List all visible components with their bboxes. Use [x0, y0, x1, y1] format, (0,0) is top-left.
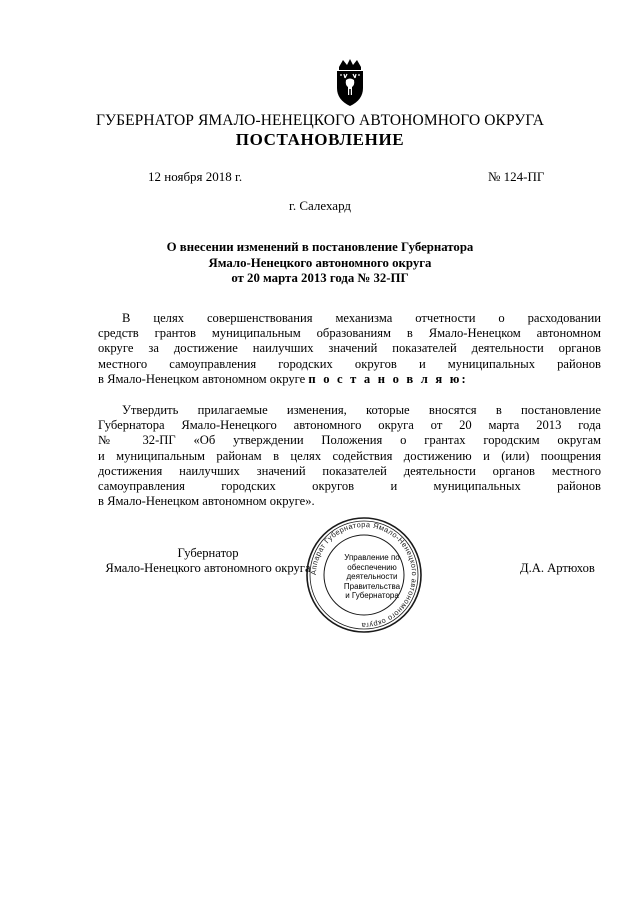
operative-paragraph — [98, 403, 601, 509]
coat-of-arms-icon — [330, 58, 370, 108]
stamp-ring-text: Аппарат Губернатора Ямало-Ненецкого автономного округа — [308, 519, 420, 631]
stamp-line: и Губернатора — [345, 591, 399, 600]
paragraph-text: в Ямало-Ненецком автономном округе — [98, 371, 306, 386]
signatory-position — [98, 546, 318, 576]
decree-word: п о с т а н о в л я ю: — [308, 371, 468, 386]
paragraph-line: № 32-ПГ «Об утверждении Положения о грантах городским округам — [98, 433, 601, 448]
paragraph-line: достижения наилучших значений показателей деятельности органов местного — [98, 463, 601, 478]
document-date: 12 ноября 2018 г. — [148, 169, 243, 184]
paragraph-line: округе за достижение наилучших значений показателей деятельности органов — [98, 341, 601, 356]
paragraph-line: Утвердить прилагаемые изменения, которые вносятся в постановление — [122, 403, 601, 417]
paragraph-line — [98, 372, 601, 387]
position-line: Ямало-Ненецкого автономного округа — [105, 561, 311, 575]
subject-line: О внесении изменений в постановление Губернатора — [166, 240, 474, 254]
stamp-line: деятельности — [346, 572, 398, 581]
paragraph-line: В целях совершенствования механизма отчетности о расходовании — [122, 311, 601, 325]
subject-line: Ямало-Ненецкого автономного округа — [208, 255, 432, 270]
document-subject — [150, 240, 490, 287]
document-type: ПОСТАНОВЛЕНИЕ — [235, 130, 405, 149]
stamp-line: обеспечению — [347, 562, 397, 572]
paragraph-line: и муниципальным районам в целях содействия достижению и (или) поощрения — [98, 448, 601, 463]
paragraph-line: местного самоуправления городских округов и муниципальных районов — [98, 356, 601, 371]
document-number: № 124-ПГ — [488, 169, 545, 184]
stamp-inner-text — [339, 553, 405, 601]
paragraph-line: самоуправления городских округов и муниципальных районов — [98, 479, 601, 494]
document-city: г. Салехард — [288, 198, 352, 213]
signatory-name: Д.А. Артюхов — [520, 561, 595, 575]
subject-line: от 20 марта 2013 года № 32-ПГ — [231, 271, 409, 285]
stamp-line: Управление по — [344, 553, 400, 562]
stamp-line: Правительства — [343, 581, 401, 591]
preamble-paragraph — [98, 311, 601, 387]
position-line: Губернатор — [177, 546, 239, 560]
paragraph-line: в Ямало-Ненецком автономном округе». — [98, 494, 315, 509]
paragraph-line: Губернатора Ямало-Ненецкого автономного округа от 20 марта 2013 года — [98, 418, 601, 433]
paragraph-line: средств грантов муниципальным образованиям в Ямало-Ненецком автономном — [98, 326, 601, 341]
authority-title: ГУБЕРНАТОР ЯМАЛО-НЕНЕЦКОГО АВТОНОМНОГО ОКРУГА — [95, 112, 545, 129]
